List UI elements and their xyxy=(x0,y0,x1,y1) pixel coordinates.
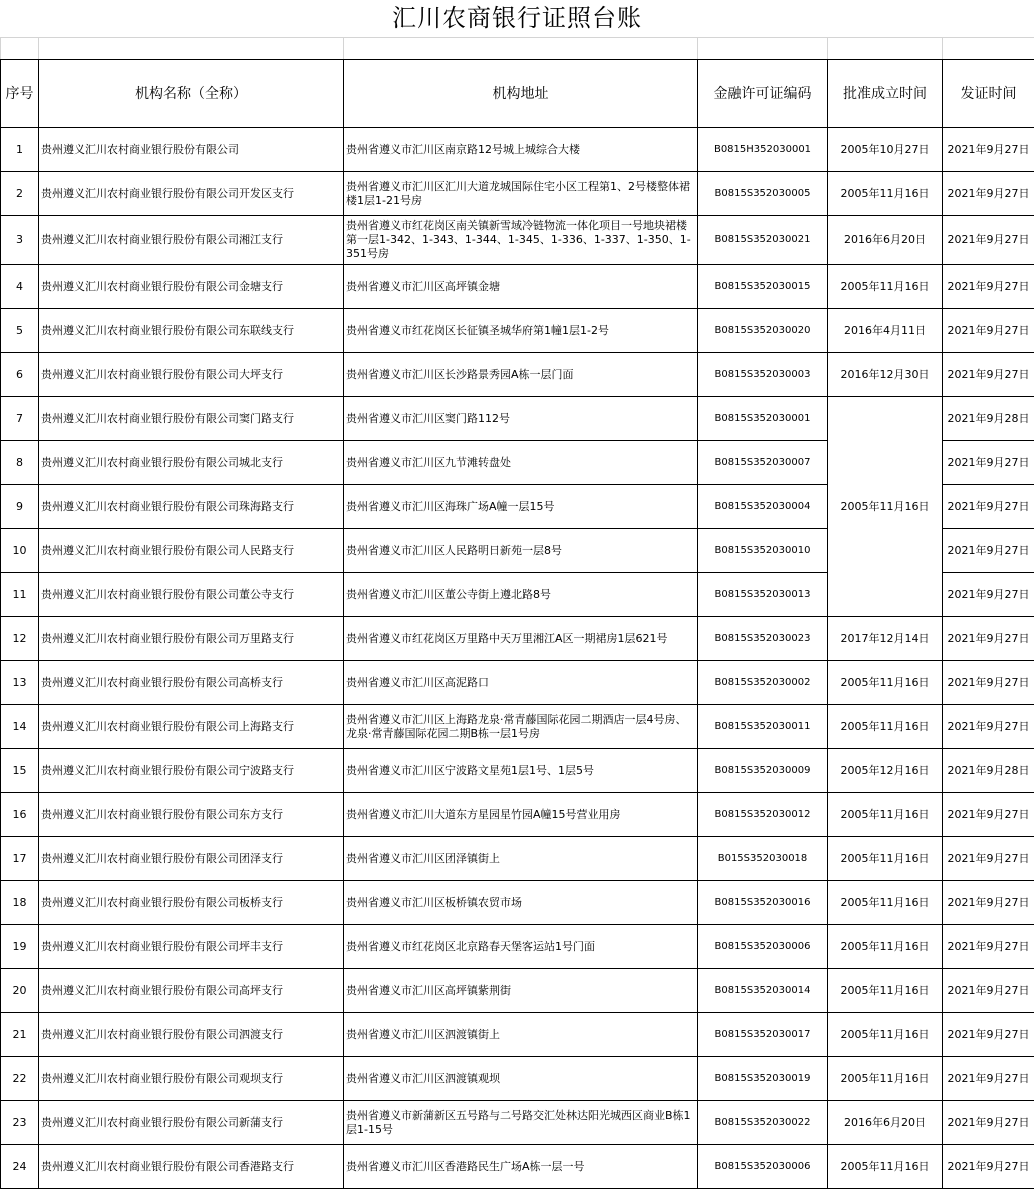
blank-cell xyxy=(1,38,39,60)
cell-address: 贵州省遵义市汇川区人民路明日新苑一层8号 xyxy=(344,529,698,573)
cell-seq: 15 xyxy=(1,749,39,793)
cell-seq: 18 xyxy=(1,881,39,925)
table-row xyxy=(1,216,1034,265)
cell-name: 贵州遵义汇川农村商业银行股份有限公司宁波路支行 xyxy=(39,749,344,793)
table-row xyxy=(1,837,1034,881)
cell-address: 贵州省遵义市汇川区高泥路口 xyxy=(344,661,698,705)
cell-name: 贵州遵义汇川农村商业银行股份有限公司新蒲支行 xyxy=(39,1101,344,1145)
cell-license: B0815S352030007 xyxy=(698,441,828,485)
cell-issued: 2021年9月27日 xyxy=(943,705,1034,749)
cell-name: 贵州遵义汇川农村商业银行股份有限公司观坝支行 xyxy=(39,1057,344,1101)
cell-address: 贵州省遵义市汇川区香港路民生广场A栋一层一号 xyxy=(344,1145,698,1189)
cell-approved: 2005年11月16日 xyxy=(828,1145,943,1189)
cell-name: 贵州遵义汇川农村商业银行股份有限公司坪丰支行 xyxy=(39,925,344,969)
cell-approved: 2005年11月16日 xyxy=(828,837,943,881)
header-license: 金融许可证编码 xyxy=(698,60,828,128)
cell-license: B0815S352030006 xyxy=(698,1145,828,1189)
cell-address: 贵州省遵义市红花岗区万里路中天万里湘江A区一期裙房1层621号 xyxy=(344,617,698,661)
header-name: 机构名称（全称） xyxy=(39,60,344,128)
cell-license: B0815H352030001 xyxy=(698,128,828,172)
cell-name: 贵州遵义汇川农村商业银行股份有限公司高坪支行 xyxy=(39,969,344,1013)
table-row xyxy=(1,1057,1034,1101)
cell-license: B0815S352030015 xyxy=(698,265,828,309)
table-row xyxy=(1,969,1034,1013)
table-row xyxy=(1,705,1034,749)
cell-issued: 2021年9月27日 xyxy=(943,529,1034,573)
cell-issued: 2021年9月27日 xyxy=(943,1145,1034,1189)
table-row xyxy=(1,793,1034,837)
cell-name: 贵州遵义汇川农村商业银行股份有限公司湘江支行 xyxy=(39,216,344,265)
cell-seq: 20 xyxy=(1,969,39,1013)
cell-approved: 2016年12月30日 xyxy=(828,353,943,397)
cell-name: 贵州遵义汇川农村商业银行股份有限公司香港路支行 xyxy=(39,1145,344,1189)
cell-issued: 2021年9月27日 xyxy=(943,1101,1034,1145)
cell-address: 贵州省遵义市汇川大道东方星园星竹园A幢15号营业用房 xyxy=(344,793,698,837)
cell-approved: 2005年11月16日 xyxy=(828,793,943,837)
cell-name: 贵州遵义汇川农村商业银行股份有限公司 xyxy=(39,128,344,172)
cell-address: 贵州省遵义市新蒲新区五号路与二号路交汇处林达阳光城西区商业B栋1层1-15号 xyxy=(344,1101,698,1145)
table-row xyxy=(1,397,1034,441)
cell-address: 贵州省遵义市汇川区团泽镇街上 xyxy=(344,837,698,881)
cell-issued: 2021年9月27日 xyxy=(943,441,1034,485)
sheet-title: 汇川农商银行证照台账 xyxy=(0,0,1034,37)
cell-issued: 2021年9月27日 xyxy=(943,172,1034,216)
cell-address: 贵州省遵义市汇川区南京路12号城上城综合大楼 xyxy=(344,128,698,172)
cell-issued: 2021年9月27日 xyxy=(943,661,1034,705)
table-row xyxy=(1,661,1034,705)
cell-address: 贵州省遵义市红花岗区长征镇圣城华府第1幢1层1-2号 xyxy=(344,309,698,353)
cell-issued: 2021年9月27日 xyxy=(943,881,1034,925)
cell-name: 贵州遵义汇川农村商业银行股份有限公司人民路支行 xyxy=(39,529,344,573)
blank-cell xyxy=(698,38,828,60)
cell-license: B0815S352030021 xyxy=(698,216,828,265)
cell-seq: 2 xyxy=(1,172,39,216)
header-row xyxy=(1,60,1034,128)
cell-issued: 2021年9月27日 xyxy=(943,793,1034,837)
cell-license: B0815S352030014 xyxy=(698,969,828,1013)
cell-approved: 2005年11月16日 xyxy=(828,925,943,969)
cell-approved: 2005年11月16日 xyxy=(828,1057,943,1101)
cell-seq: 8 xyxy=(1,441,39,485)
cell-name: 贵州遵义汇川农村商业银行股份有限公司开发区支行 xyxy=(39,172,344,216)
cell-seq: 24 xyxy=(1,1145,39,1189)
header-issued: 发证时间 xyxy=(943,60,1034,128)
cell-license: B0815S352030011 xyxy=(698,705,828,749)
cell-issued: 2021年9月27日 xyxy=(943,309,1034,353)
cell-seq: 7 xyxy=(1,397,39,441)
cell-approved: 2005年11月16日 xyxy=(828,969,943,1013)
cell-address: 贵州省遵义市汇川区汇川大道龙城国际住宅小区工程第1、2号楼整体裙楼1层1-21号房 xyxy=(344,172,698,216)
cell-license: B0815S352030017 xyxy=(698,1013,828,1057)
cell-name: 贵州遵义汇川农村商业银行股份有限公司大坪支行 xyxy=(39,353,344,397)
cell-license: B0815S352030013 xyxy=(698,573,828,617)
cell-seq: 6 xyxy=(1,353,39,397)
table-row xyxy=(1,881,1034,925)
blank-cell xyxy=(39,38,344,60)
cell-name: 贵州遵义汇川农村商业银行股份有限公司城北支行 xyxy=(39,441,344,485)
cell-issued: 2021年9月27日 xyxy=(943,1057,1034,1101)
cell-license: B0815S352030005 xyxy=(698,172,828,216)
cell-address: 贵州省遵义市汇川区泗渡镇街上 xyxy=(344,1013,698,1057)
cell-seq: 10 xyxy=(1,529,39,573)
cell-seq: 1 xyxy=(1,128,39,172)
cell-issued: 2021年9月27日 xyxy=(943,573,1034,617)
cell-seq: 21 xyxy=(1,1013,39,1057)
cell-approved: 2016年6月20日 xyxy=(828,1101,943,1145)
cell-approved: 2016年6月20日 xyxy=(828,216,943,265)
table-row xyxy=(1,925,1034,969)
cell-address: 贵州省遵义市汇川区板桥镇农贸市场 xyxy=(344,881,698,925)
table-row xyxy=(1,1145,1034,1189)
cell-license: B0815S352030023 xyxy=(698,617,828,661)
cell-issued: 2021年9月27日 xyxy=(943,216,1034,265)
cell-name: 贵州遵义汇川农村商业银行股份有限公司金塘支行 xyxy=(39,265,344,309)
cell-address: 贵州省遵义市汇川区长沙路景秀园A栋一层门面 xyxy=(344,353,698,397)
cell-seq: 11 xyxy=(1,573,39,617)
cell-license: B0815S352030010 xyxy=(698,529,828,573)
header-approved: 批准成立时间 xyxy=(828,60,943,128)
header-seq: 序号 xyxy=(1,60,39,128)
cell-address: 贵州省遵义市汇川区高坪镇金塘 xyxy=(344,265,698,309)
cell-license: B0815S352030006 xyxy=(698,925,828,969)
cell-license: B0815S352030020 xyxy=(698,309,828,353)
cell-issued: 2021年9月27日 xyxy=(943,353,1034,397)
blank-cell xyxy=(943,38,1034,60)
cell-seq: 5 xyxy=(1,309,39,353)
cell-seq: 12 xyxy=(1,617,39,661)
table-row xyxy=(1,749,1034,793)
cell-name: 贵州遵义汇川农村商业银行股份有限公司泗渡支行 xyxy=(39,1013,344,1057)
cell-approved: 2005年11月16日 xyxy=(828,705,943,749)
cell-seq: 13 xyxy=(1,661,39,705)
cell-address: 贵州省遵义市汇川区上海路龙泉·常青藤国际花园二期酒店一层4号房、龙泉·常青藤国际花园二期B栋一层1号房 xyxy=(344,705,698,749)
cell-approved: 2016年4月11日 xyxy=(828,309,943,353)
blank-cell xyxy=(828,38,943,60)
cell-address: 贵州省遵义市汇川区九节滩转盘处 xyxy=(344,441,698,485)
cell-approved: 2005年11月16日 xyxy=(828,397,943,617)
cell-name: 贵州遵义汇川农村商业银行股份有限公司高桥支行 xyxy=(39,661,344,705)
blank-cell xyxy=(344,38,698,60)
cell-issued: 2021年9月27日 xyxy=(943,837,1034,881)
table-row xyxy=(1,172,1034,216)
cell-issued: 2021年9月27日 xyxy=(943,485,1034,529)
cell-seq: 22 xyxy=(1,1057,39,1101)
table-row xyxy=(1,265,1034,309)
cell-issued: 2021年9月27日 xyxy=(943,265,1034,309)
cell-license: B0815S352030009 xyxy=(698,749,828,793)
cell-license: B0815S352030004 xyxy=(698,485,828,529)
table-row xyxy=(1,128,1034,172)
cell-license: B015S352030018 xyxy=(698,837,828,881)
table-row xyxy=(1,309,1034,353)
cell-license: B0815S352030019 xyxy=(698,1057,828,1101)
cell-approved: 2017年12月14日 xyxy=(828,617,943,661)
cell-name: 贵州遵义汇川农村商业银行股份有限公司东方支行 xyxy=(39,793,344,837)
cell-issued: 2021年9月27日 xyxy=(943,1013,1034,1057)
cell-issued: 2021年9月27日 xyxy=(943,617,1034,661)
cell-seq: 4 xyxy=(1,265,39,309)
cell-license: B0815S352030012 xyxy=(698,793,828,837)
cell-approved: 2005年11月16日 xyxy=(828,1013,943,1057)
cell-name: 贵州遵义汇川农村商业银行股份有限公司上海路支行 xyxy=(39,705,344,749)
table-row xyxy=(1,1101,1034,1145)
cell-license: B0815S352030002 xyxy=(698,661,828,705)
cell-approved: 2005年10月27日 xyxy=(828,128,943,172)
cell-issued: 2021年9月28日 xyxy=(943,749,1034,793)
cell-address: 贵州省遵义市汇川区高坪镇紫荆街 xyxy=(344,969,698,1013)
cell-seq: 3 xyxy=(1,216,39,265)
header-address: 机构地址 xyxy=(344,60,698,128)
cell-address: 贵州省遵义市汇川区海珠广场A幢一层15号 xyxy=(344,485,698,529)
cell-issued: 2021年9月28日 xyxy=(943,397,1034,441)
cell-approved: 2005年11月16日 xyxy=(828,881,943,925)
cell-license: B0815S352030016 xyxy=(698,881,828,925)
cell-seq: 23 xyxy=(1,1101,39,1145)
cell-name: 贵州遵义汇川农村商业银行股份有限公司万里路支行 xyxy=(39,617,344,661)
cell-address: 贵州省遵义市红花岗区北京路春天堡客运站1号门面 xyxy=(344,925,698,969)
cell-address: 贵州省遵义市汇川区董公寺街上遵北路8号 xyxy=(344,573,698,617)
cell-approved: 2005年11月16日 xyxy=(828,265,943,309)
cell-seq: 19 xyxy=(1,925,39,969)
cell-approved: 2005年12月16日 xyxy=(828,749,943,793)
cell-license: B0815S352030003 xyxy=(698,353,828,397)
cell-address: 贵州省遵义市汇川区宁波路文星苑1层1号、1层5号 xyxy=(344,749,698,793)
ledger-table xyxy=(0,37,1034,1189)
cell-license: B0815S352030022 xyxy=(698,1101,828,1145)
cell-issued: 2021年9月27日 xyxy=(943,925,1034,969)
cell-name: 贵州遵义汇川农村商业银行股份有限公司珠海路支行 xyxy=(39,485,344,529)
blank-row xyxy=(1,38,1034,60)
table-row xyxy=(1,353,1034,397)
cell-seq: 14 xyxy=(1,705,39,749)
cell-seq: 9 xyxy=(1,485,39,529)
cell-address: 贵州省遵义市红花岗区南关镇新雪域冷链物流一体化项目一号地块裙楼第一层1-342、1-343、1-344、1-345、1-336、1-337、1-350、1-351号房 xyxy=(344,216,698,265)
cell-address: 贵州省遵义市汇川区窦门路112号 xyxy=(344,397,698,441)
cell-name: 贵州遵义汇川农村商业银行股份有限公司董公寺支行 xyxy=(39,573,344,617)
cell-name: 贵州遵义汇川农村商业银行股份有限公司团泽支行 xyxy=(39,837,344,881)
cell-issued: 2021年9月27日 xyxy=(943,969,1034,1013)
cell-seq: 17 xyxy=(1,837,39,881)
cell-seq: 16 xyxy=(1,793,39,837)
cell-name: 贵州遵义汇川农村商业银行股份有限公司窦门路支行 xyxy=(39,397,344,441)
cell-approved: 2005年11月16日 xyxy=(828,661,943,705)
cell-name: 贵州遵义汇川农村商业银行股份有限公司东联线支行 xyxy=(39,309,344,353)
cell-license: B0815S352030001 xyxy=(698,397,828,441)
cell-name: 贵州遵义汇川农村商业银行股份有限公司板桥支行 xyxy=(39,881,344,925)
table-row xyxy=(1,1013,1034,1057)
cell-issued: 2021年9月27日 xyxy=(943,128,1034,172)
cell-address: 贵州省遵义市汇川区泗渡镇观坝 xyxy=(344,1057,698,1101)
table-row xyxy=(1,617,1034,661)
cell-approved: 2005年11月16日 xyxy=(828,172,943,216)
